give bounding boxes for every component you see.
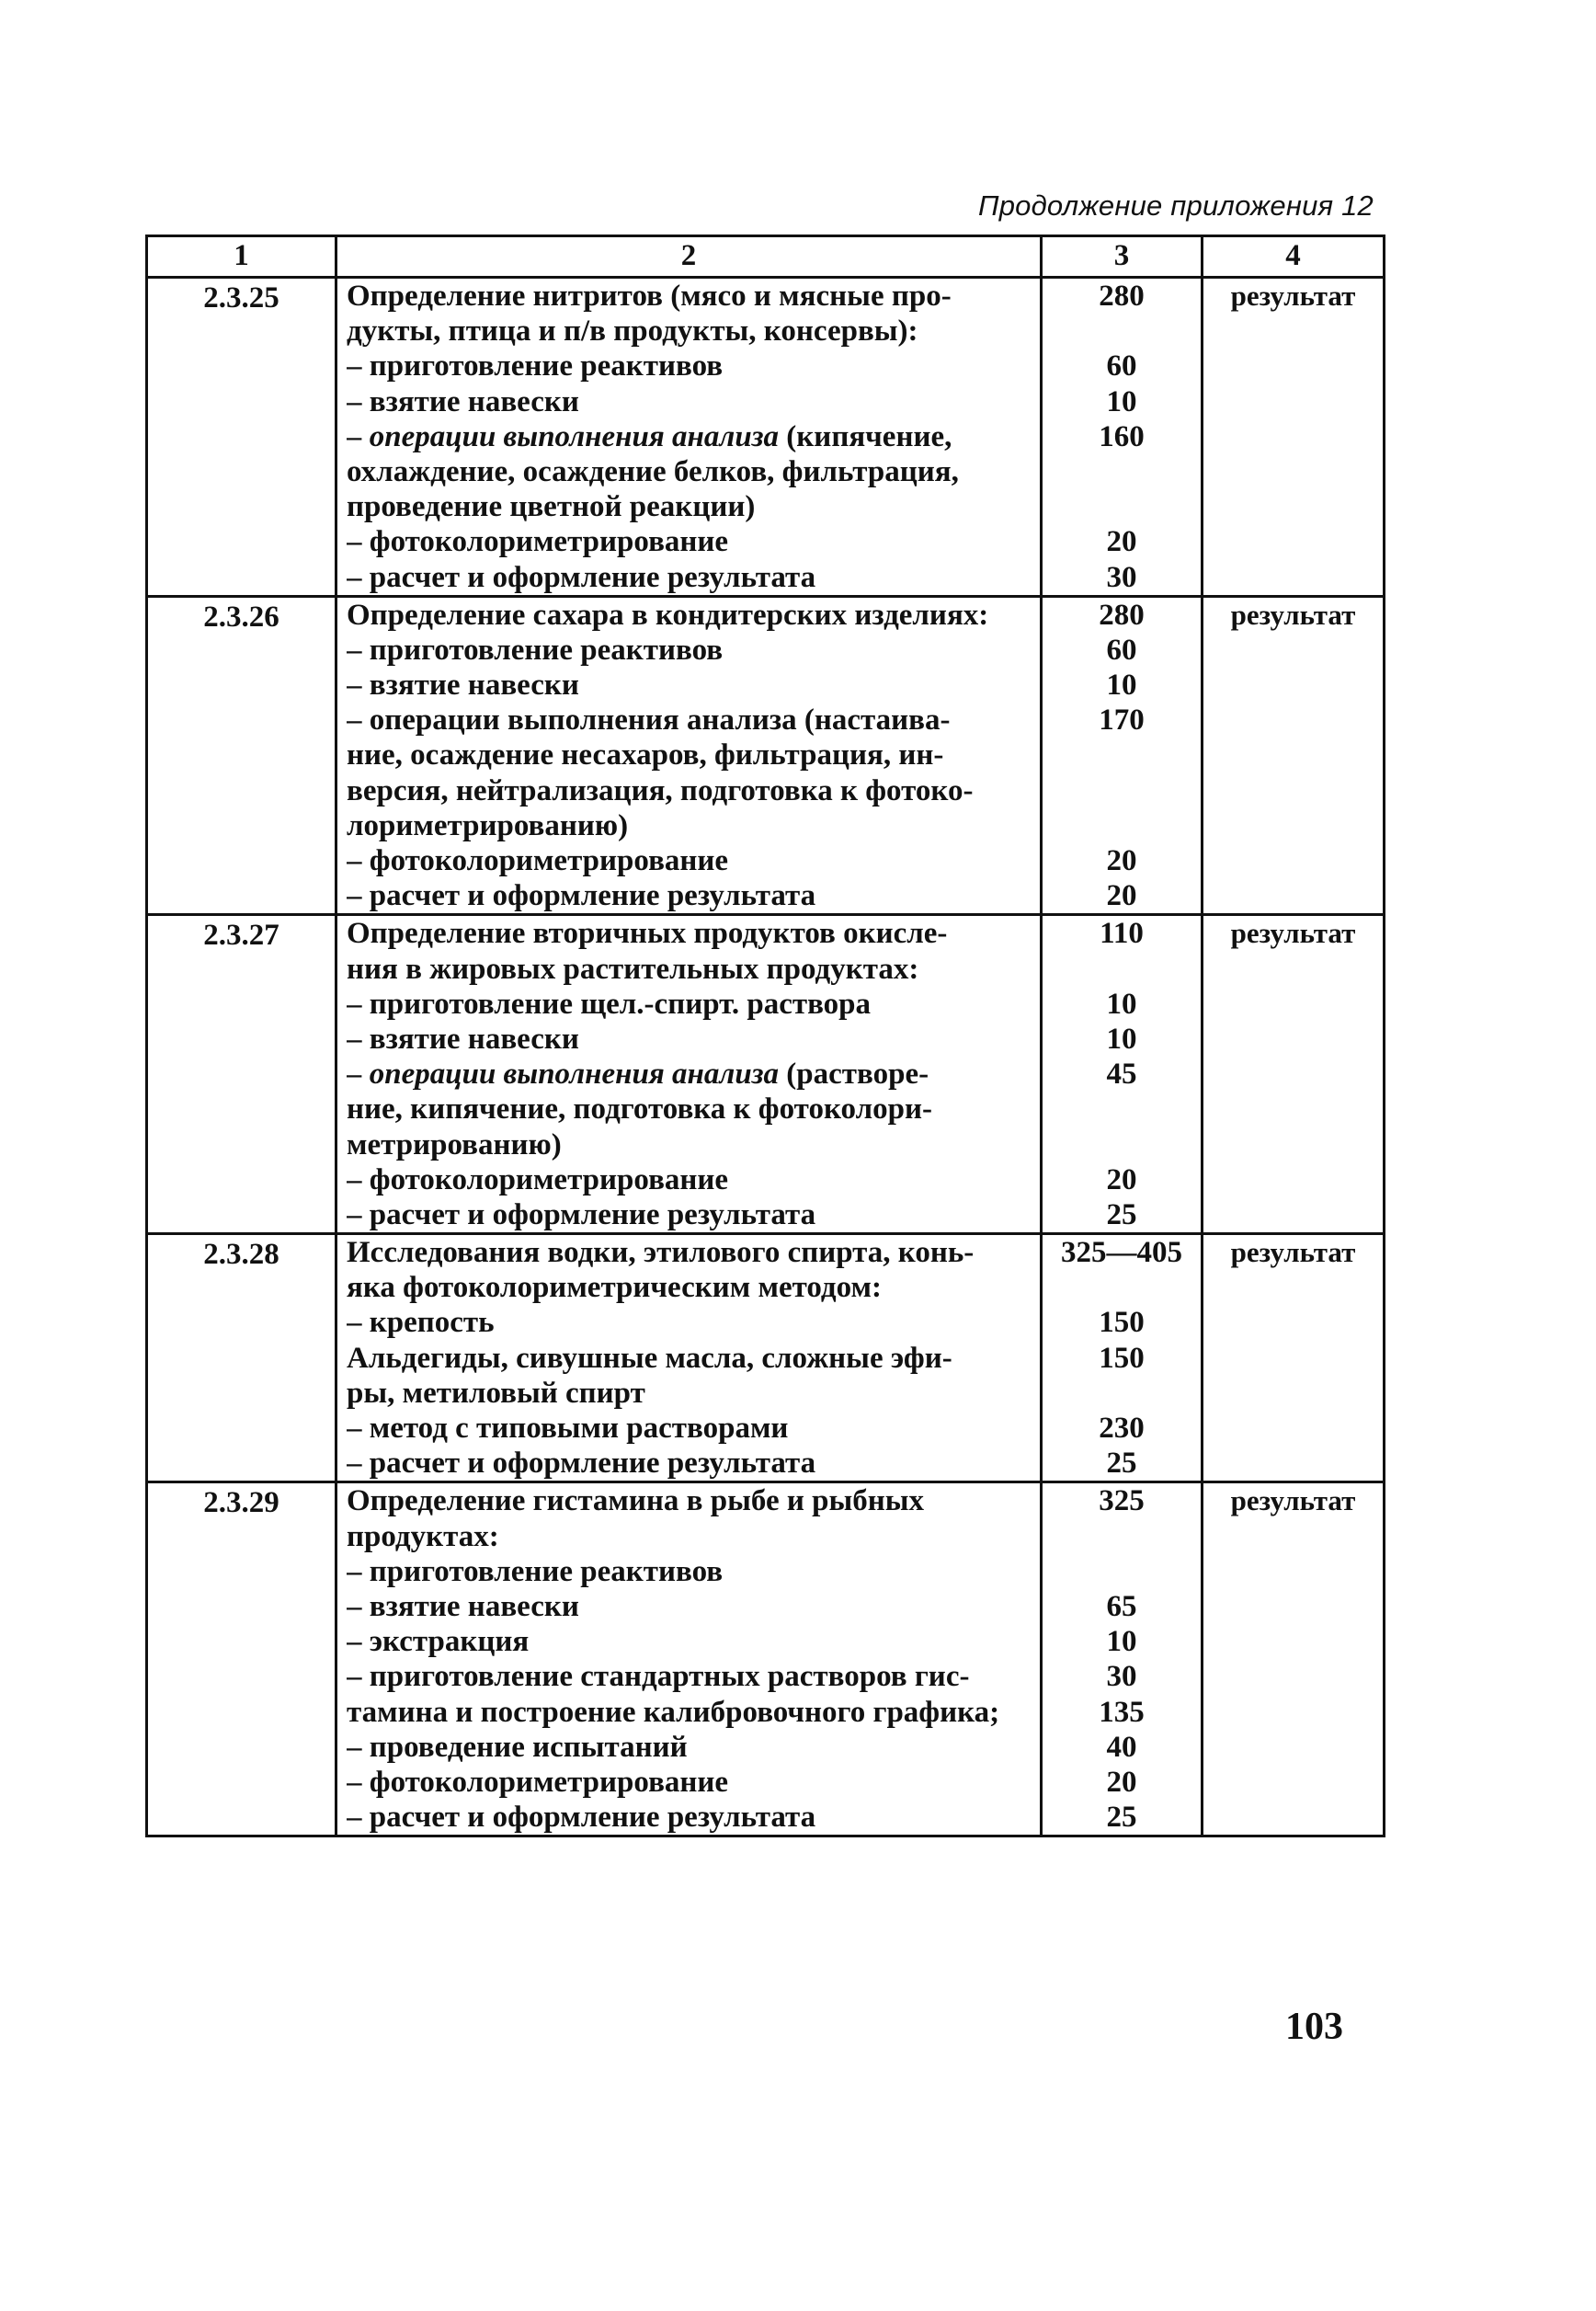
- value-line: [1043, 952, 1201, 987]
- description-line: Определение гистамина в рыбе и рыбных: [347, 1484, 924, 1518]
- row-description: [336, 596, 1042, 915]
- value-line: 65: [1106, 1589, 1137, 1623]
- value-line: 60: [1106, 633, 1137, 667]
- row-description: [336, 278, 1042, 597]
- appendix-table: [145, 235, 1385, 1837]
- description-line: – приготовление стандартных растворов гис-: [347, 1660, 970, 1694]
- description-line: Определение нитритов (мясо и мясные про-: [347, 280, 952, 313]
- value-line: [1043, 1127, 1201, 1162]
- row-description: [336, 1234, 1042, 1482]
- description-line: метрированию): [347, 1127, 562, 1161]
- value-line: 25: [1106, 1801, 1137, 1835]
- description-line: – расчет и оформление результата: [347, 1447, 816, 1481]
- value-line: 20: [1106, 525, 1137, 559]
- value-line: 325—405: [1061, 1236, 1182, 1270]
- value-line: 25: [1106, 1197, 1137, 1231]
- table-row: [147, 915, 1385, 1234]
- row-values: [1042, 1482, 1203, 1836]
- row-code: 2.3.26: [147, 596, 336, 915]
- description-line: – расчет и оформление результата: [347, 1197, 816, 1231]
- description-line: – крепость: [347, 1306, 495, 1340]
- value-line: 110: [1100, 917, 1144, 951]
- value-line: 280: [1099, 280, 1145, 313]
- row-code: 2.3.28: [147, 1234, 336, 1482]
- value-line: 230: [1099, 1412, 1145, 1445]
- description-line: – расчет и оформление результата: [347, 560, 816, 594]
- value-line: 10: [1106, 384, 1137, 418]
- value-line: 325: [1099, 1484, 1145, 1518]
- table-caption: Продолжение приложения 12: [978, 189, 1374, 222]
- description-line: Определение сахара в кондитерских изделиях:: [347, 598, 989, 632]
- description-line: Определение вторичных продуктов окисле-: [347, 917, 948, 951]
- row-code: 2.3.27: [147, 915, 336, 1234]
- description-line: – операции выполнения анализа (растворе-: [347, 1058, 929, 1092]
- description-line: – экстракция: [347, 1625, 530, 1659]
- value-line: [1043, 773, 1201, 808]
- row-values: [1042, 915, 1203, 1234]
- table-row: [147, 1482, 1385, 1836]
- value-line: [1043, 738, 1201, 772]
- value-line: 150: [1099, 1341, 1145, 1375]
- row-result: результат: [1203, 278, 1385, 597]
- row-values: [1042, 1234, 1203, 1482]
- row-values: [1042, 278, 1203, 597]
- row-result: результат: [1203, 596, 1385, 915]
- description-line: Альдегиды, сивушные масла, сложные эфи-: [347, 1341, 952, 1375]
- value-line: 20: [1106, 1162, 1137, 1196]
- description-line: – фотоколориметрирование: [347, 844, 729, 877]
- value-line: 40: [1106, 1730, 1137, 1764]
- column-header-4: 4: [1203, 236, 1385, 278]
- value-line: [1043, 1554, 1201, 1589]
- description-line: – метод с типовыми растворами: [347, 1412, 789, 1445]
- description-line: охлаждение, осаждение белков, фильтрация,: [347, 454, 959, 488]
- row-description: [336, 1482, 1042, 1836]
- description-line: – взятие навески: [347, 1589, 579, 1623]
- value-line: 30: [1106, 560, 1137, 594]
- description-line: – фотоколориметрирование: [347, 525, 729, 559]
- description-line: – расчет и оформление результата: [347, 879, 816, 913]
- row-result: результат: [1203, 1482, 1385, 1836]
- value-line: 60: [1106, 349, 1137, 383]
- column-header-3: 3: [1042, 236, 1203, 278]
- description-line: ры, метиловый спирт: [347, 1376, 645, 1410]
- description-line: Исследования водки, этилового спирта, конь-: [347, 1236, 975, 1270]
- value-line: 45: [1106, 1058, 1137, 1092]
- value-line: [1043, 489, 1201, 524]
- row-code: 2.3.29: [147, 1482, 336, 1836]
- value-line: 25: [1106, 1447, 1137, 1481]
- value-line: 20: [1106, 1765, 1137, 1799]
- header-row: [147, 236, 1385, 278]
- value-line: 10: [1106, 1022, 1137, 1056]
- description-line: продуктах:: [347, 1519, 499, 1553]
- description-line: – операции выполнения анализа (настаива-: [347, 704, 951, 738]
- description-line: – взятие навески: [347, 384, 579, 418]
- row-result: результат: [1203, 1234, 1385, 1482]
- description-line: тамина и построение калибровочного графика;: [347, 1695, 1000, 1729]
- row-result: результат: [1203, 915, 1385, 1234]
- table-row: [147, 278, 1385, 597]
- value-line: 10: [1106, 669, 1137, 703]
- description-line: – операции выполнения анализа (кипячение,: [347, 419, 952, 453]
- description-line: – фотоколориметрирование: [347, 1162, 729, 1196]
- description-line: – приготовление реактивов: [347, 633, 724, 667]
- value-line: 20: [1106, 844, 1137, 877]
- value-line: 10: [1106, 987, 1137, 1021]
- description-line: – расчет и оформление результата: [347, 1801, 816, 1835]
- description-line: – взятие навески: [347, 1022, 579, 1056]
- value-line: [1043, 1376, 1201, 1411]
- description-line: проведение цветной реакции): [347, 490, 756, 524]
- description-line: – приготовление реактивов: [347, 1554, 724, 1588]
- description-line: лориметрированию): [347, 808, 629, 842]
- value-line: 135: [1099, 1695, 1145, 1729]
- value-line: [1043, 1270, 1201, 1305]
- value-line: [1043, 1092, 1201, 1127]
- description-line: дукты, птица и п/в продукты, консервы):: [347, 315, 918, 349]
- description-line: – взятие навески: [347, 669, 579, 703]
- page-number: 103: [1285, 2006, 1343, 2048]
- value-line: 20: [1106, 879, 1137, 913]
- column-header-1: 1: [147, 236, 336, 278]
- description-line: – проведение испытаний: [347, 1730, 688, 1764]
- value-line: 170: [1099, 704, 1145, 738]
- table-row: [147, 1234, 1385, 1482]
- value-line: 150: [1099, 1306, 1145, 1340]
- column-header-2: 2: [336, 236, 1042, 278]
- value-line: [1043, 314, 1201, 349]
- value-line: [1043, 454, 1201, 489]
- row-description: [336, 915, 1042, 1234]
- description-line: яка фотоколориметрическим методом:: [347, 1271, 882, 1305]
- value-line: 160: [1099, 419, 1145, 453]
- row-code: 2.3.25: [147, 278, 336, 597]
- table-row: [147, 596, 1385, 915]
- row-values: [1042, 596, 1203, 915]
- description-line: ние, кипячение, подготовка к фотоколори-: [347, 1093, 932, 1127]
- description-line: – приготовление щел.-спирт. раствора: [347, 987, 872, 1021]
- description-line: версия, нейтрализация, подготовка к фотоко-: [347, 773, 974, 807]
- description-line: ния в жировых растительных продуктах:: [347, 952, 919, 986]
- value-line: 280: [1099, 598, 1145, 632]
- value-line: [1043, 1519, 1201, 1554]
- description-line: – фотоколориметрирование: [347, 1765, 729, 1799]
- value-line: 30: [1106, 1660, 1137, 1694]
- description-line: ние, осаждение несахаров, фильтрация, ин-: [347, 738, 944, 772]
- value-line: [1043, 808, 1201, 843]
- description-line: – приготовление реактивов: [347, 349, 724, 383]
- value-line: 10: [1106, 1625, 1137, 1659]
